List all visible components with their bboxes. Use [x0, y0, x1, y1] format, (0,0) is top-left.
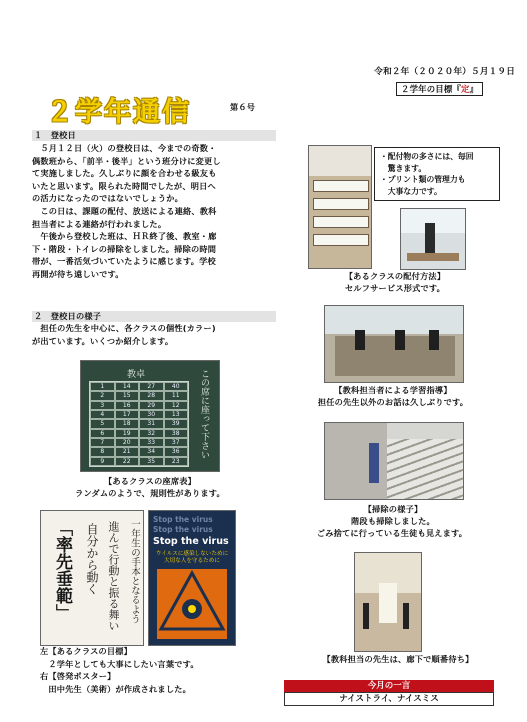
- section1-heading: １ 登校日: [34, 130, 76, 140]
- grade-goal: [396, 82, 483, 96]
- section1-body: [32, 142, 282, 281]
- seat-number: 15: [115, 391, 140, 400]
- seat-number: 6: [90, 429, 115, 438]
- poster-headline-faded: Stop the virus: [153, 525, 213, 534]
- section1-line: いたと思います。限られた時間でしたが、明日へ: [32, 180, 216, 191]
- motto-calligraphy-sub: 自分から動く: [85, 523, 99, 595]
- distribution-callout: [374, 147, 500, 201]
- callout-line: 驚きます。: [380, 163, 427, 173]
- section1-line: この日は、課題の配付、放送による連絡、教科: [32, 205, 217, 216]
- callout-line: 大事な力です。: [380, 186, 442, 196]
- distribution-caption-text: セルフサービス形式です。: [345, 283, 445, 293]
- section2-heading: ２ 登校日の様子: [34, 311, 102, 321]
- seating-caption-text: ランダムのようで、規則性があります。: [75, 488, 225, 498]
- seat-number: 17: [115, 410, 140, 419]
- seat-number: 39: [164, 419, 189, 428]
- seat-number: 8: [90, 447, 115, 456]
- seat-number: 19: [115, 429, 140, 438]
- poster-subtext: ウイルスに感染しないために大切な人を守るために: [155, 551, 229, 564]
- motto-calligraphy-side: 一年生の手本となるよう: [129, 519, 140, 624]
- lesson-caption-text: 担任の先生以外のお話は久しぶりです。: [317, 397, 469, 407]
- seat-number: 23: [164, 457, 189, 466]
- lesson-caption-title: 【教科担当者による学習指導】: [334, 385, 452, 395]
- motto-calligraphy-sub2: 進んで行動と振る舞い: [107, 521, 120, 631]
- section1-line: 担当者による連絡が行われました。: [32, 218, 167, 229]
- seat-number: 21: [115, 447, 140, 456]
- section1-line: 帯が、一番活気づいていたように感じます。学校: [32, 256, 216, 267]
- seating-chart-photo: [80, 360, 220, 472]
- seat-number: 20: [115, 438, 140, 447]
- hallway-caption-title: 【教科担当の先生は、廊下で順番待ち】: [322, 654, 474, 664]
- warning-icon: [157, 569, 227, 639]
- bottom-left-captions: [40, 645, 280, 695]
- poster-headline-faded: Stop the virus: [153, 515, 213, 524]
- section1-line: て実施しました。久しぶりに顔を合わせる級友も: [32, 168, 217, 179]
- motto-caption-text: ２学年としても大事にしたい言葉です。: [40, 658, 199, 669]
- seating-grid: [89, 381, 189, 467]
- poster-graphic: [157, 569, 227, 639]
- seat-number: 18: [115, 419, 140, 428]
- seat-number: 3: [90, 401, 115, 410]
- class-motto-photo: [40, 510, 144, 646]
- callout-line: ・配付物の多さには、毎回: [380, 152, 474, 161]
- motto-calligraphy-main: 「率先垂範」: [52, 519, 72, 621]
- seat-number: 4: [90, 410, 115, 419]
- seat-number: 22: [115, 457, 140, 466]
- seat-number: 38: [164, 429, 189, 438]
- section2-body: [32, 322, 282, 347]
- seat-number: 9: [90, 457, 115, 466]
- hallway-photo: [354, 552, 422, 652]
- seat-number: 34: [139, 447, 164, 456]
- seat-number: 7: [90, 438, 115, 447]
- virus-poster-photo: [148, 510, 236, 646]
- callout-line: ・プリント類の管理力も: [380, 175, 466, 185]
- section2-line: が出ています。いくつか紹介します。: [32, 335, 174, 346]
- distribution-caption-title: 【あるクラスの配付方法】: [344, 271, 446, 281]
- seat-number: 29: [139, 401, 164, 410]
- poster-headline: Stop the virus: [153, 536, 229, 547]
- seat-number: 2: [90, 391, 115, 400]
- seat-number: 5: [90, 419, 115, 428]
- seat-number: 11: [164, 391, 189, 400]
- motto-caption-title: 左【あるクラスの目標】: [40, 646, 133, 656]
- monthly-motto-text: ナイストライ、ナイスミス: [284, 692, 494, 706]
- chalk-note: この席に座って下さい: [199, 369, 209, 459]
- issue-date: 令和２年（２０２０年）５月１９日: [374, 67, 515, 77]
- grade-goal-prefix: ２学年の目標『: [401, 84, 462, 94]
- cleaning-caption-text2: ごみ捨てに行っている生徒も見えます。: [316, 528, 468, 538]
- lesson-photo: [324, 305, 464, 383]
- seat-number: 30: [139, 410, 164, 419]
- poster-caption-text: 田中先生（美術）が作成されました。: [40, 683, 191, 694]
- board-title: 教卓: [127, 370, 146, 380]
- section1-line: 午後から登校した班は、ＨＲ終了後、教室・廊: [32, 231, 217, 242]
- cleaning-caption-title: 【掃除の様子】: [363, 504, 423, 514]
- issue-number: 第６号: [230, 102, 256, 112]
- seat-number: 12: [164, 401, 189, 410]
- section2-line: 担任の先生を中心に、各クラスの個性(カラー): [32, 323, 216, 333]
- section1-line: ５月１２日（火）の登校日は、今までの奇数・: [32, 143, 217, 153]
- poster-caption-title: 右【啓発ポスター】: [40, 671, 116, 682]
- seat-number: 16: [115, 401, 140, 410]
- seat-number: 37: [164, 438, 189, 447]
- section1-line: の活力になったのではないでしょうか。: [32, 193, 183, 204]
- cleaning-caption-text1: 階段も掃除しました。: [351, 516, 435, 526]
- seat-number: 31: [139, 419, 164, 428]
- seat-number: 28: [139, 391, 164, 400]
- section1-line: 偶数班から、「前半・後半」という班分けに変更し: [32, 155, 221, 166]
- seat-number: 40: [164, 382, 189, 391]
- newsletter-title: ２学年通信: [46, 97, 191, 128]
- seat-number: 32: [139, 429, 164, 438]
- seating-caption-title: 【あるクラスの座席表】: [103, 476, 197, 486]
- monthly-motto-heading: 今月の一言: [284, 680, 494, 692]
- seat-number: 27: [139, 382, 164, 391]
- seat-number: 35: [139, 457, 164, 466]
- seat-number: 14: [115, 382, 140, 391]
- grade-goal-suffix: 』: [469, 84, 479, 94]
- grade-goal-char: 定: [461, 84, 470, 94]
- seat-number: 1: [90, 382, 115, 391]
- cleaning-photo: [324, 422, 464, 500]
- section1-line: 下・階段・トイレの掃除をしました。掃除の時間: [32, 243, 217, 254]
- seat-number: 13: [164, 410, 189, 419]
- seat-number: 33: [139, 438, 164, 447]
- distribution-photo-left: [308, 145, 372, 269]
- seat-number: 36: [164, 447, 189, 456]
- distribution-photo-right: [400, 208, 466, 270]
- section1-line: 再開が待ち遠しいです。: [32, 268, 124, 279]
